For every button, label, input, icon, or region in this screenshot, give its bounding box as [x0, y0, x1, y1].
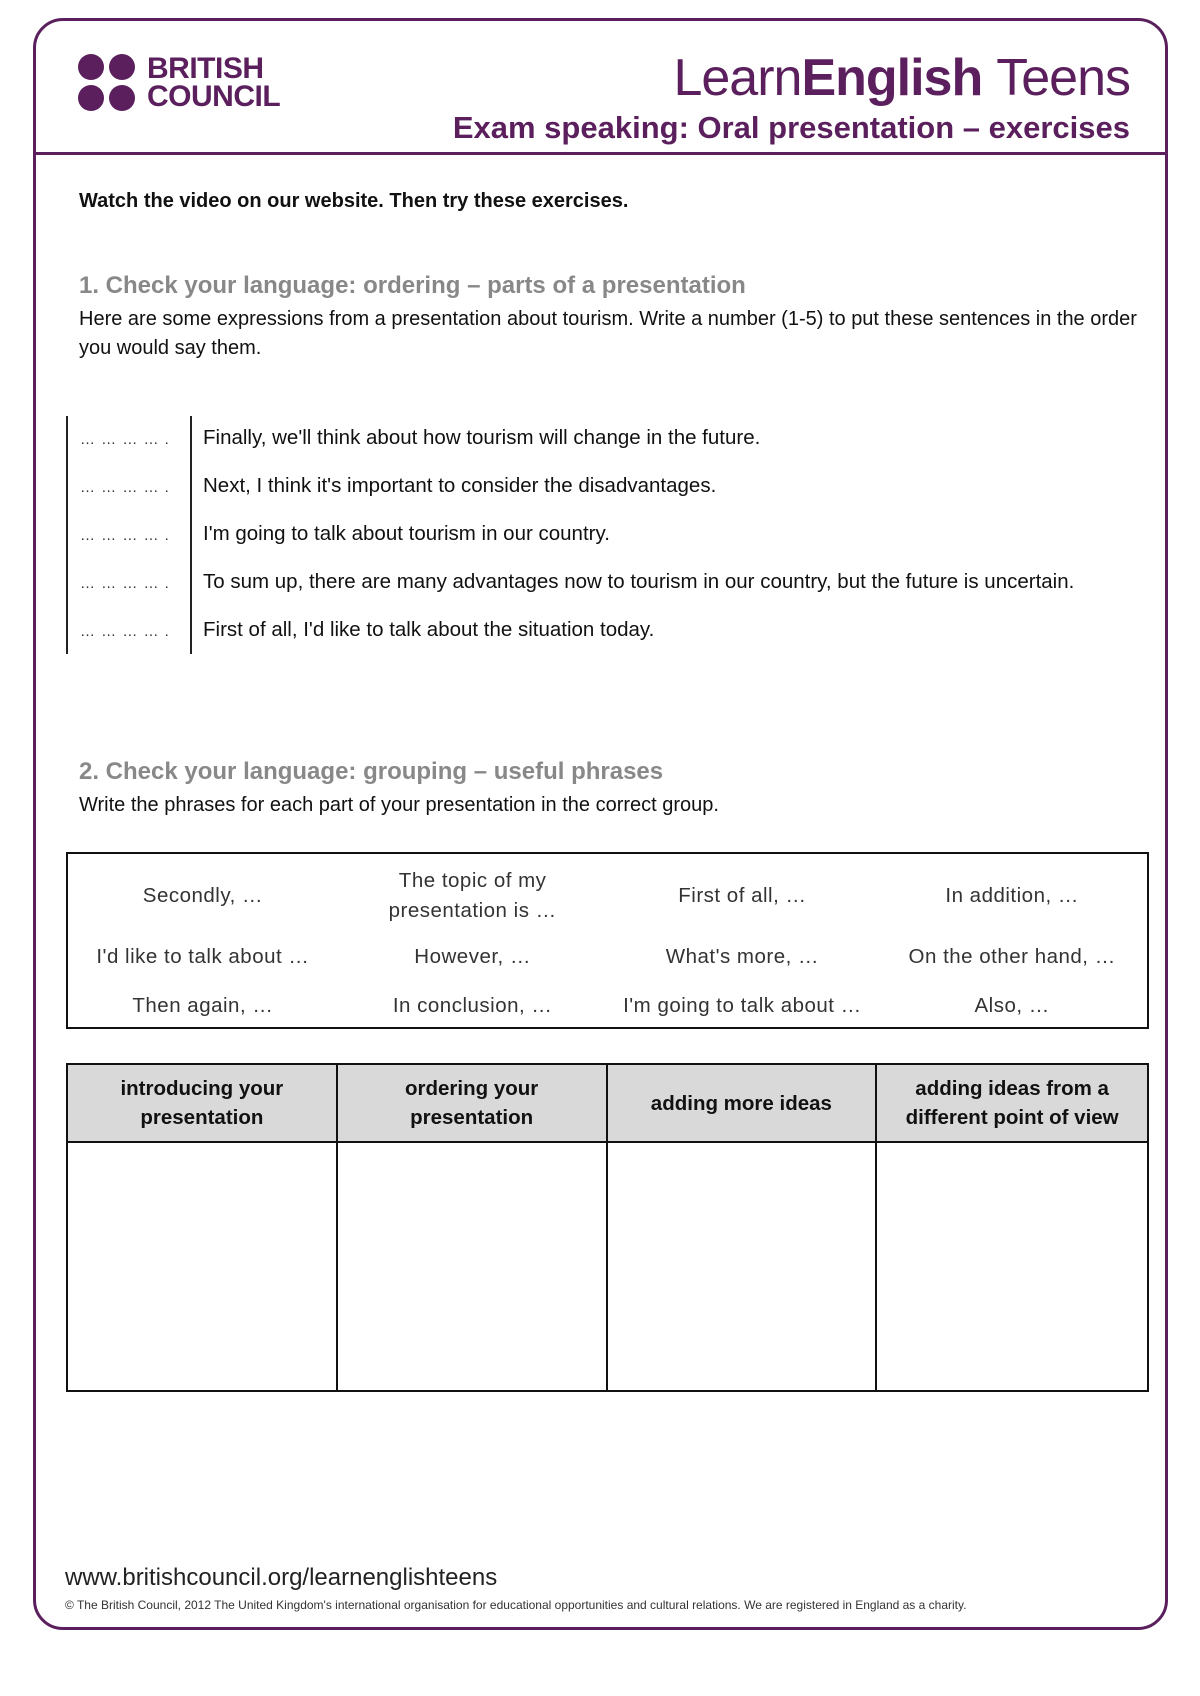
group-answer-cell[interactable]: [608, 1143, 878, 1390]
ordering-item: [66, 560, 1166, 608]
group-answer-cell[interactable]: [877, 1143, 1147, 1390]
phrase-item[interactable]: In addition, …: [945, 884, 1079, 907]
logo-line-1: BRITISH: [147, 51, 264, 85]
phrase-item[interactable]: I'm going to talk about …: [623, 994, 862, 1017]
group-answer-cell[interactable]: [338, 1143, 608, 1390]
phrase-item[interactable]: However, …: [414, 945, 531, 968]
ordering-sentence: To sum up, there are many advantages now to tourism in our country, but the future is uncertain.: [203, 570, 1075, 593]
group-header-adding-ideas: adding more ideas: [608, 1065, 878, 1143]
footer-copyright: © The British Council, 2012 The United Kingdom's international organisation for educational opportunities and cultural relations. We are registered in England as a charity.: [65, 1598, 967, 1612]
answer-blank[interactable]: … … … … .: [80, 575, 170, 592]
group-answer-cell[interactable]: [68, 1143, 338, 1390]
answer-blank[interactable]: … … … … .: [80, 479, 170, 496]
group-header-different-view: adding ideas from a different point of view: [877, 1065, 1147, 1143]
ordering-sentence: I'm going to talk about tourism in our country.: [203, 522, 610, 545]
phrase-item[interactable]: First of all, …: [678, 884, 807, 907]
phrase-item[interactable]: Then again, …: [132, 994, 274, 1017]
phrase-item[interactable]: I'd like to talk about …: [96, 945, 310, 968]
section-2-heading: 2. Check your language: grouping – useful phrases: [79, 758, 664, 785]
brand-english: English: [801, 49, 983, 107]
brand-teens: Teens: [996, 49, 1130, 107]
section-1-heading: 1. Check your language: ordering – parts of a presentation: [79, 272, 746, 299]
phrase-item[interactable]: On the other hand, …: [908, 945, 1116, 968]
phrase-item[interactable]: Also, …: [974, 994, 1050, 1017]
learnenglish-teens-brand: [673, 48, 1130, 108]
ordering-item: [66, 512, 1166, 560]
phrase-item[interactable]: In conclusion, …: [392, 994, 553, 1017]
ordering-sentence: First of all, I'd like to talk about the situation today.: [203, 618, 655, 641]
logo-dots-icon: [78, 54, 135, 111]
ordering-sentence: Next, I think it's important to consider the disadvantages.: [203, 474, 717, 497]
section-1-description: Here are some expressions from a presentation about tourism. Write a number (1-5) to put these sentences in the order you would say them.: [79, 308, 1137, 359]
intro-instruction: Watch the video on our website. Then try these exercises.: [79, 190, 629, 212]
answer-blank[interactable]: … … … … .: [80, 623, 170, 640]
page-title: Exam speaking: Oral presentation – exercises: [452, 110, 1130, 145]
ordering-item: [66, 608, 1166, 656]
footer-url[interactable]: www.britishcouncil.org/learnenglishteens: [65, 1564, 498, 1591]
phrase-bank: [66, 852, 1149, 1029]
brand-learn: Learn: [673, 49, 802, 107]
ordering-exercise: [66, 416, 1166, 656]
group-header-introducing: introducing your presentation: [68, 1065, 338, 1143]
answer-blank[interactable]: … … … … .: [80, 431, 170, 448]
british-council-logo: [78, 51, 281, 113]
phrase-item[interactable]: What's more, …: [665, 945, 820, 968]
ordering-item: [66, 464, 1166, 512]
phrase-item[interactable]: Secondly, …: [142, 884, 263, 907]
group-header-ordering: ordering your presentation: [338, 1065, 608, 1143]
phrase-item[interactable]: The topic of my presentation is …: [388, 869, 557, 922]
section-2-description: Write the phrases for each part of your presentation in the correct group.: [79, 794, 719, 816]
answer-blank[interactable]: … … … … .: [80, 527, 170, 544]
grouping-table: [66, 1063, 1149, 1392]
ordering-sentence: Finally, we'll think about how tourism will change in the future.: [203, 426, 761, 449]
header-divider: [33, 152, 1168, 155]
ordering-item: [66, 416, 1166, 464]
logo-line-2: COUNCIL: [147, 79, 281, 113]
